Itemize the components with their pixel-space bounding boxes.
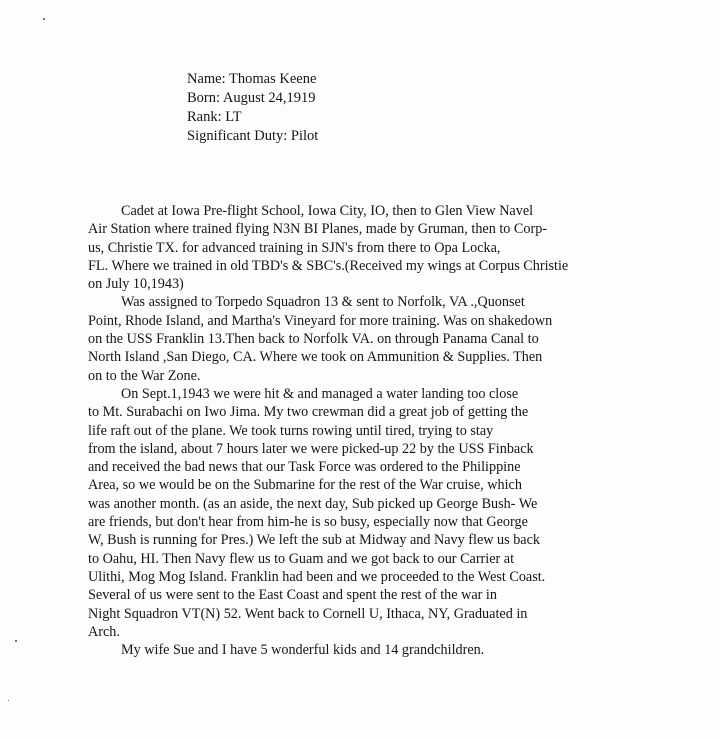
name-line: Name: Thomas Keene xyxy=(187,71,317,87)
narrative-line: Area, so we would be on the Submarine for the rest of the War cruise, which xyxy=(88,477,522,494)
narrative-line: are friends, but don't hear from him-he is so busy, especially now that George xyxy=(88,514,528,531)
scan-speck xyxy=(43,18,45,20)
narrative-line: on to the War Zone. xyxy=(88,367,201,384)
narrative-line: Was assigned to Torpedo Squadron 13 & sent to Norfolk, VA .,Quonset xyxy=(121,294,525,311)
narrative-line: Arch. xyxy=(88,623,120,640)
personal-info-header xyxy=(187,70,318,146)
narrative-line: W, Bush is running for Pres.) We left the sub at Midway and Navy flew us back xyxy=(88,532,540,549)
narrative-line: and received the bad news that our Task Force was ordered to the Philippine xyxy=(88,459,521,476)
narrative-line: Cadet at Iowa Pre-flight School, Iowa City, IO, then to Glen View Navel xyxy=(121,203,534,219)
scan-speck xyxy=(15,640,17,642)
narrative-line: Point, Rhode Island, and Martha's Vineyard for more training. Was on shakedown xyxy=(88,312,553,329)
narrative-line: Night Squadron VT(N) 52. Went back to Cornell U, Ithaca, NY, Graduated in xyxy=(88,605,528,622)
narrative-body xyxy=(88,202,708,659)
narrative-line: Several of us were sent to the East Coast and spent the rest of the war in xyxy=(88,587,497,604)
narrative-line: on the USS Franklin 13.Then back to Norfolk VA. on through Panama Canal to xyxy=(88,331,539,348)
narrative-line: to Mt. Surabachi on Iwo Jima. My two crewman did a great job of getting the xyxy=(88,404,529,421)
narrative-line: On Sept.1,1943 we were hit & and managed a water landing too close xyxy=(121,385,519,402)
narrative-line: My wife Sue and I have 5 wonderful kids and 14 grandchildren. xyxy=(121,642,485,659)
scan-speck xyxy=(8,700,9,701)
duty-line: Significant Duty: Pilot xyxy=(187,128,319,144)
narrative-line: Ulithi, Mog Mog Island. Franklin had been and we proceeded to the West Coast. xyxy=(88,568,546,585)
narrative-line: was another month. (as an aside, the next day, Sub picked up George Bush- We xyxy=(88,495,538,512)
narrative-line: FL. Where we trained in old TBD's & SBC's.(Received my wings at Corpus Christie xyxy=(88,257,569,274)
narrative-line: on July 10,1943) xyxy=(88,276,184,293)
narrative-line: us, Christie TX. for advanced training in SJN's from there to Opa Locka, xyxy=(88,239,501,256)
narrative-line: North Island ,San Diego, CA. Where we took on Ammunition & Supplies. Then xyxy=(88,349,543,366)
narrative-line: from the island, about 7 hours later we were picked-up 22 by the USS Finback xyxy=(88,440,534,457)
narrative-line: life raft out of the plane. We took turns rowing until tired, trying to stay xyxy=(88,422,494,439)
rank-line: Rank: LT xyxy=(187,109,242,125)
narrative-line: Air Station where trained flying N3N BI Planes, made by Gruman, then to Corp- xyxy=(88,221,548,238)
born-line: Born: August 24,1919 xyxy=(187,90,316,106)
narrative-line: to Oahu, HI. Then Navy flew us to Guam and we got back to our Carrier at xyxy=(88,550,515,567)
